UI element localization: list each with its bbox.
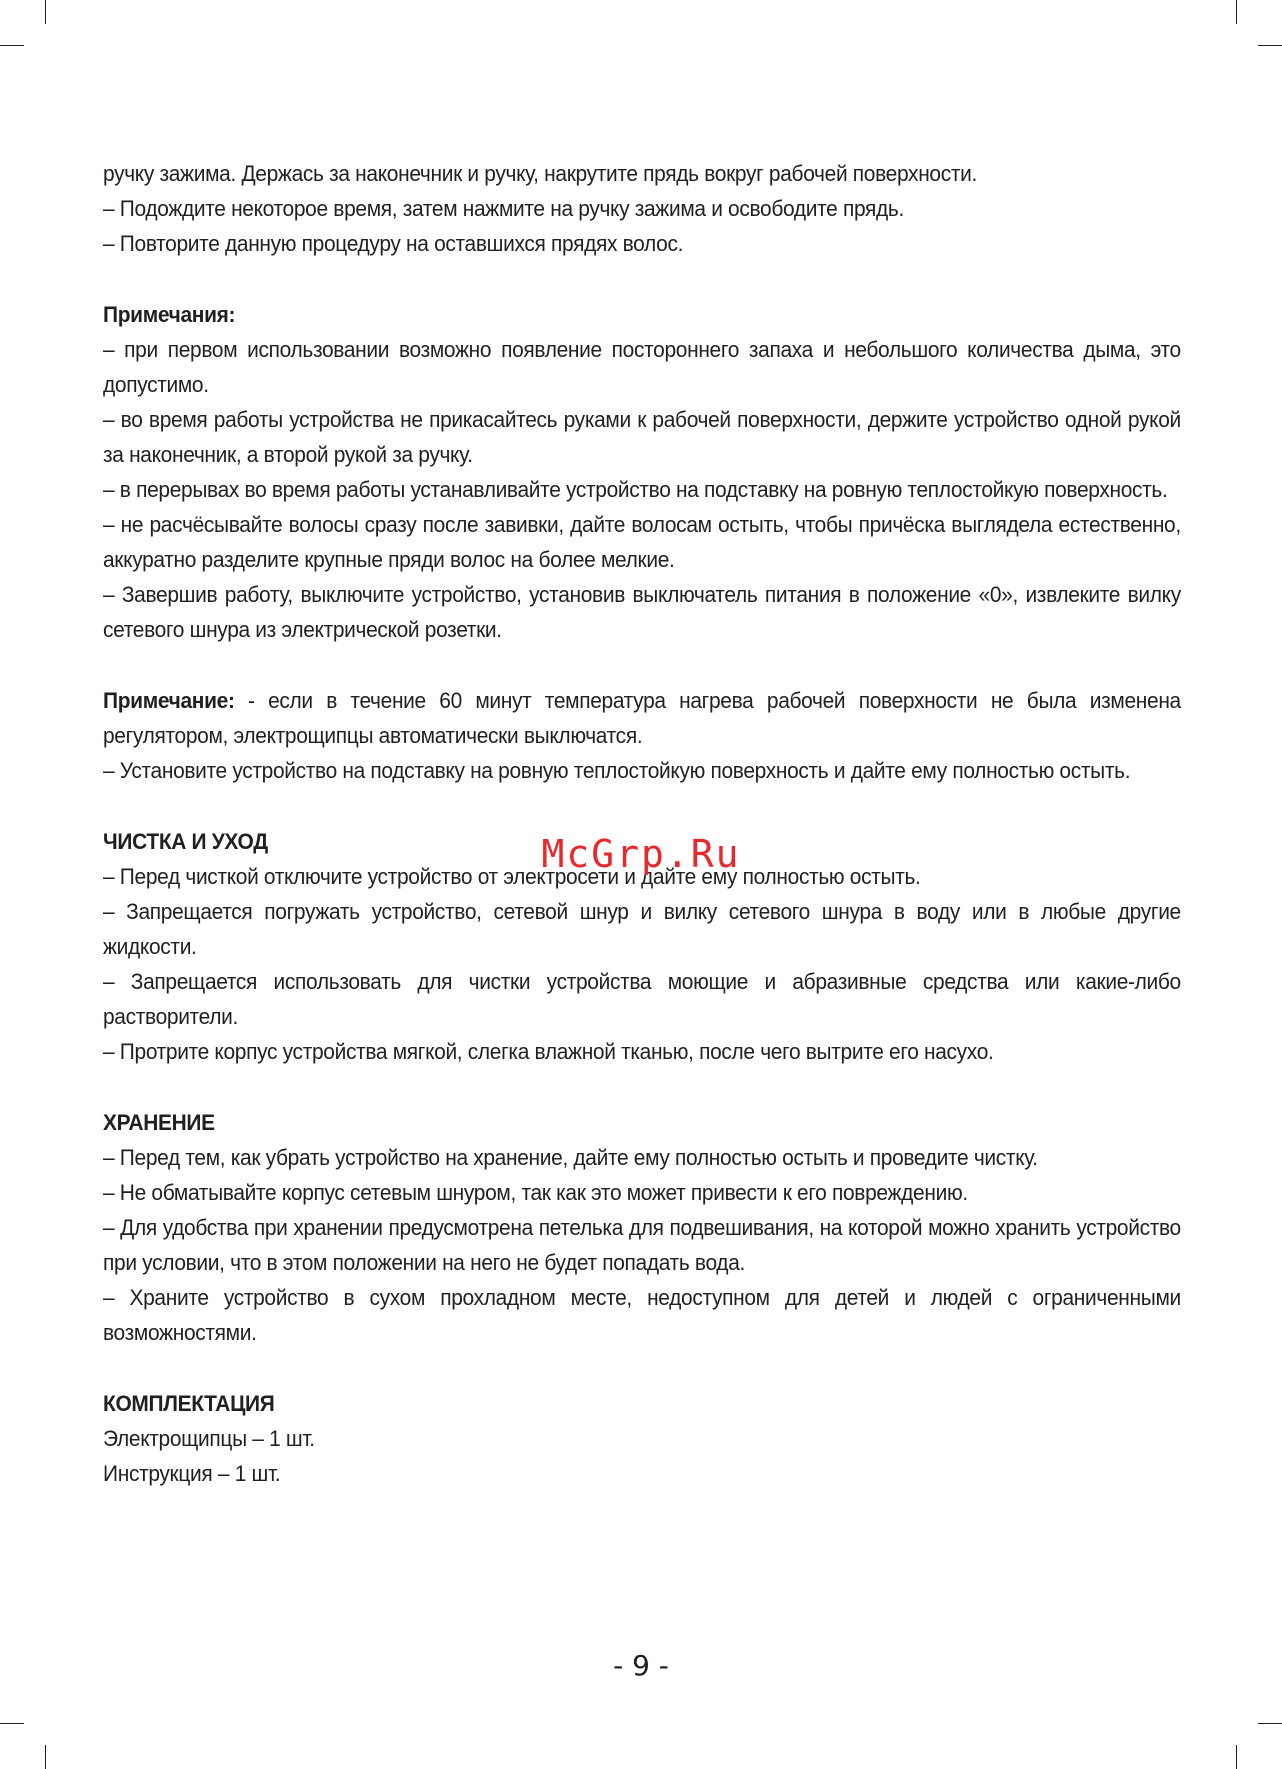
crop-mark [1258,45,1282,46]
auto-off-text: - если в течение 60 минут температура нагрева рабочей поверхности не была изменена регулятором, электрощипцы автоматически выключатся. [103,688,1181,748]
note-item: – в перерывах во время работы устанавливайте устройство на подставку на ровную теплостойкую поверхность. [103,477,1168,502]
crop-mark [45,0,46,24]
auto-off-item: – Установите устройство на подставку на ровную теплостойкую поверхность и дайте ему полностью остыть. [103,758,1131,783]
note-item: – не расчёсывайте волосы сразу после завивки, дайте волосам остыть, чтобы причёска выглядела естественно, аккуратно разделите крупные пряди волос на более мелкие. [103,512,1181,572]
package-heading: КОМПЛЕКТАЦИЯ [103,1391,275,1416]
section-gap [103,1350,1181,1386]
document-body [103,156,1181,1491]
page-number: - 9 - [613,1649,669,1682]
package-item: Электрощипцы – 1 шт. [103,1426,315,1451]
cleaning-heading: ЧИСТКА И УХОД [103,829,268,854]
auto-off-note [103,683,1181,753]
section-gap [103,261,1181,297]
intro-line: – Подождите некоторое время, затем нажмите на ручку зажима и освободите прядь. [103,196,904,221]
section-gap [103,788,1181,824]
crop-mark [0,1723,24,1724]
cleaning-item: – Запрещается использовать для чистки устройства моющие и абразивные средства или какие-либо растворители. [103,969,1181,1029]
storage-item: – Храните устройство в сухом прохладном месте, недоступном для детей и людей с ограниченными возможностями. [103,1285,1181,1345]
intro-line: – Повторите данную процедуру на оставшихся прядях волос. [103,231,684,256]
cleaning-item: – Запрещается погружать устройство, сетевой шнур и вилку сетевого шнура в воду или в любые другие жидкости. [103,899,1181,959]
crop-mark [1258,1723,1282,1724]
crop-mark [1236,1745,1237,1769]
package-item: Инструкция – 1 шт. [103,1461,281,1486]
section-gap [103,647,1181,683]
watermark: McGrp.Ru [541,832,741,876]
cleaning-item: – Протрите корпус устройства мягкой, слегка влажной тканью, после чего вытрите его насухо. [103,1039,994,1064]
intro-line: ручку зажима. Держась за наконечник и ручку, накрутите прядь вокруг рабочей поверхности. [103,161,977,186]
storage-item: – Не обматывайте корпус сетевым шнуром, так как это может привести к его повреждению. [103,1180,968,1205]
crop-mark [1236,0,1237,24]
note-item: – при первом использовании возможно появление постороннего запаха и небольшого количества дыма, это допустимо. [103,337,1181,397]
crop-mark [0,45,24,46]
note-item: – во время работы устройства не прикасайтесь руками к рабочей поверхности, держите устройство одной рукой за наконечник, а второй рукой за ручку. [103,407,1181,467]
cleaning-item: – Перед чисткой отключите устройство от электросети и дайте ему полностью остыть. [103,864,921,889]
crop-mark [45,1745,46,1769]
note-item: – Завершив работу, выключите устройство, установив выключатель питания в положение «0», извлеките вилку сетевого шнура из электрической розетки. [103,582,1181,642]
storage-item: – Перед тем, как убрать устройство на хранение, дайте ему полностью остыть и проведите чистку. [103,1145,1038,1170]
section-gap [103,1069,1181,1105]
storage-item: – Для удобства при хранении предусмотрена петелька для подвешивания, на которой можно хранить устройство при условии, что в этом положении на него не будет попадать вода. [103,1215,1181,1275]
storage-heading: ХРАНЕНИЕ [103,1110,215,1135]
notes-heading: Примечания: [103,302,236,327]
auto-off-label: Примечание: [103,688,235,713]
